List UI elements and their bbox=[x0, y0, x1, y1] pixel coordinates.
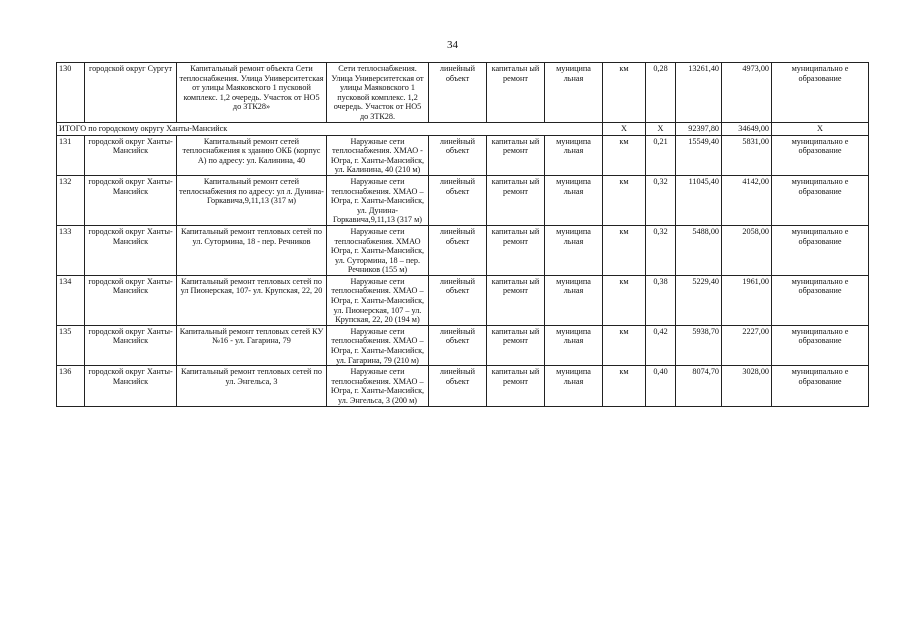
length-cell: 0,38 bbox=[646, 275, 676, 325]
cost-total-cell: 13261,40 bbox=[676, 63, 722, 123]
object-type-cell: линейный объект bbox=[429, 135, 487, 175]
cost-total-cell: 11045,40 bbox=[676, 175, 722, 225]
heat-network-repair-table bbox=[56, 62, 869, 407]
unit-cell: Х bbox=[603, 122, 646, 135]
ownership-cell: муниципа льная bbox=[545, 175, 603, 225]
unit-cell: км bbox=[603, 366, 646, 406]
owner-cell: муниципально е образование bbox=[772, 225, 869, 275]
cost-share-cell: 4142,00 bbox=[722, 175, 772, 225]
row-number-cell: 131 bbox=[57, 135, 85, 175]
row-number-cell: 135 bbox=[57, 325, 85, 365]
table-row bbox=[57, 175, 869, 225]
work-type-cell: капитальн ый ремонт bbox=[487, 275, 545, 325]
object-name-cell: Капитальный ремонт тепловых сетей по ул. Сутормина, 18 - пер. Речников bbox=[177, 225, 327, 275]
unit-cell: км bbox=[603, 135, 646, 175]
length-cell: 0,28 bbox=[646, 63, 676, 123]
row-number-cell: 133 bbox=[57, 225, 85, 275]
owner-cell: муниципально е образование bbox=[772, 325, 869, 365]
object-name-cell: Капитальный ремонт тепловых сетей по ул Пионерская, 107- ул. Крупская, 22, 20 bbox=[177, 275, 327, 325]
description-cell: Наружные сети теплоснабжения. ХМАО Югра, г. Ханты-Мансийск, ул. Сутормина, 18 – пер. Речников (155 м) bbox=[327, 225, 429, 275]
ownership-cell: муниципа льная bbox=[545, 325, 603, 365]
cost-share-cell: 1961,00 bbox=[722, 275, 772, 325]
owner-cell: муниципально е образование bbox=[772, 135, 869, 175]
description-cell: Сети теплоснабжения. Улица Университетская от улицы Маяковского 1 пусковой комплекс. 1,2 очередь. Участок от НО5 до 3ТК28. bbox=[327, 63, 429, 123]
cost-total-cell: 8074,70 bbox=[676, 366, 722, 406]
description-cell: Наружные сети теплоснабжения. ХМАО – Югра, г. Ханты-Мансийск, ул. Энгельса, 3 (200 м) bbox=[327, 366, 429, 406]
description-cell: Наружные сети теплоснабжения. ХМАО - Югра, г. Ханты-Мансийск, ул. Калинина, 40 (210 м) bbox=[327, 135, 429, 175]
work-type-cell: капитальн ый ремонт bbox=[487, 63, 545, 123]
description-cell: Наружные сети теплоснабжения. ХМАО – Югра, г. Ханты-Мансийск, ул. Гагарина, 79 (210 м) bbox=[327, 325, 429, 365]
object-type-cell: линейный объект bbox=[429, 63, 487, 123]
ownership-cell: муниципа льная bbox=[545, 366, 603, 406]
table-row bbox=[57, 135, 869, 175]
unit-cell: км bbox=[603, 225, 646, 275]
object-name-cell: Капитальный ремонт тепловых сетей КУ №16 - ул. Гагарина, 79 bbox=[177, 325, 327, 365]
cost-total-cell: 5488,00 bbox=[676, 225, 722, 275]
description-cell: Наружные сети теплоснабжения. ХМАО – Югра, г. Ханты-Мансийск, ул. Дунина-Горкавича,9,11,13 (317 м) bbox=[327, 175, 429, 225]
row-number-cell: 134 bbox=[57, 275, 85, 325]
object-type-cell: линейный объект bbox=[429, 225, 487, 275]
length-cell: 0,32 bbox=[646, 225, 676, 275]
table-body bbox=[57, 63, 869, 407]
municipality-cell: городской округ Ханты-Мансийск bbox=[85, 325, 177, 365]
cost-share-cell: 5831,00 bbox=[722, 135, 772, 175]
object-type-cell: линейный объект bbox=[429, 175, 487, 225]
object-type-cell: линейный объект bbox=[429, 275, 487, 325]
municipality-cell: городской округ Ханты-Мансийск bbox=[85, 175, 177, 225]
work-type-cell: капитальн ый ремонт bbox=[487, 366, 545, 406]
ownership-cell: муниципа льная bbox=[545, 135, 603, 175]
cost-share-cell: 2227,00 bbox=[722, 325, 772, 365]
object-name-cell: Капитальный ремонт тепловых сетей по ул. Энгельса, 3 bbox=[177, 366, 327, 406]
ownership-cell: муниципа льная bbox=[545, 63, 603, 123]
length-cell: 0,32 bbox=[646, 175, 676, 225]
page-number: 34 bbox=[447, 39, 458, 51]
work-type-cell: капитальн ый ремонт bbox=[487, 225, 545, 275]
table-row bbox=[57, 325, 869, 365]
cost-total-cell: 5229,40 bbox=[676, 275, 722, 325]
cost-total-cell: 92397,80 bbox=[676, 122, 722, 135]
length-cell: 0,21 bbox=[646, 135, 676, 175]
owner-cell: муниципально е образование bbox=[772, 63, 869, 123]
ownership-cell: муниципа льная bbox=[545, 275, 603, 325]
work-type-cell: капитальн ый ремонт bbox=[487, 325, 545, 365]
length-cell: Х bbox=[646, 122, 676, 135]
object-type-cell: линейный объект bbox=[429, 366, 487, 406]
table-row bbox=[57, 225, 869, 275]
cost-total-cell: 5938,70 bbox=[676, 325, 722, 365]
total-label-cell: ИТОГО по городскому округу Ханты-Мансийск bbox=[57, 122, 603, 135]
total-row bbox=[57, 122, 869, 135]
work-type-cell: капитальн ый ремонт bbox=[487, 175, 545, 225]
cost-share-cell: 3028,00 bbox=[722, 366, 772, 406]
owner-cell: муниципально е образование bbox=[772, 275, 869, 325]
municipality-cell: городской округ Ханты-Мансийск bbox=[85, 135, 177, 175]
cost-share-cell: 4973,00 bbox=[722, 63, 772, 123]
work-type-cell: капитальн ый ремонт bbox=[487, 135, 545, 175]
owner-cell: муниципально е образование bbox=[772, 366, 869, 406]
description-cell: Наружные сети теплоснабжения. ХМАО – Югра, г. Ханты-Мансийск, ул. Пионерская, 107 – ул. Крупская, 22, 20 (194 м) bbox=[327, 275, 429, 325]
municipality-cell: городской округ Ханты-Мансийск bbox=[85, 366, 177, 406]
municipality-cell: городской округ Ханты-Мансийск bbox=[85, 225, 177, 275]
object-name-cell: Капитальный ремонт сетей теплоснабжения по адресу: ул л. Дунина-Горкавича,9,11,13 (317 м) bbox=[177, 175, 327, 225]
row-number-cell: 130 bbox=[57, 63, 85, 123]
ownership-cell: муниципа льная bbox=[545, 225, 603, 275]
cost-share-cell: 2058,00 bbox=[722, 225, 772, 275]
municipality-cell: городской округ Ханты-Мансийск bbox=[85, 275, 177, 325]
unit-cell: км bbox=[603, 63, 646, 123]
table-row bbox=[57, 275, 869, 325]
unit-cell: км bbox=[603, 325, 646, 365]
object-name-cell: Капитальный ремонт объекта Сети теплоснабжения. Улица Университетская от улицы Маяковского 1 пусковой комплекс. 1,2 очередь. Участок от НО5 до 3ТК28» bbox=[177, 63, 327, 123]
object-type-cell: линейный объект bbox=[429, 325, 487, 365]
municipality-cell: городской округ Сургут bbox=[85, 63, 177, 123]
owner-cell: муниципально е образование bbox=[772, 175, 869, 225]
unit-cell: км bbox=[603, 275, 646, 325]
table-row bbox=[57, 63, 869, 123]
cost-share-cell: 34649,00 bbox=[722, 122, 772, 135]
object-name-cell: Капитальный ремонт сетей теплоснабжения к зданию ОКБ (корпус А) по адресу: ул. Калинина, 40 bbox=[177, 135, 327, 175]
length-cell: 0,42 bbox=[646, 325, 676, 365]
row-number-cell: 136 bbox=[57, 366, 85, 406]
unit-cell: км bbox=[603, 175, 646, 225]
table-row bbox=[57, 366, 869, 406]
cost-total-cell: 15549,40 bbox=[676, 135, 722, 175]
length-cell: 0,40 bbox=[646, 366, 676, 406]
owner-cell: Х bbox=[772, 122, 869, 135]
row-number-cell: 132 bbox=[57, 175, 85, 225]
